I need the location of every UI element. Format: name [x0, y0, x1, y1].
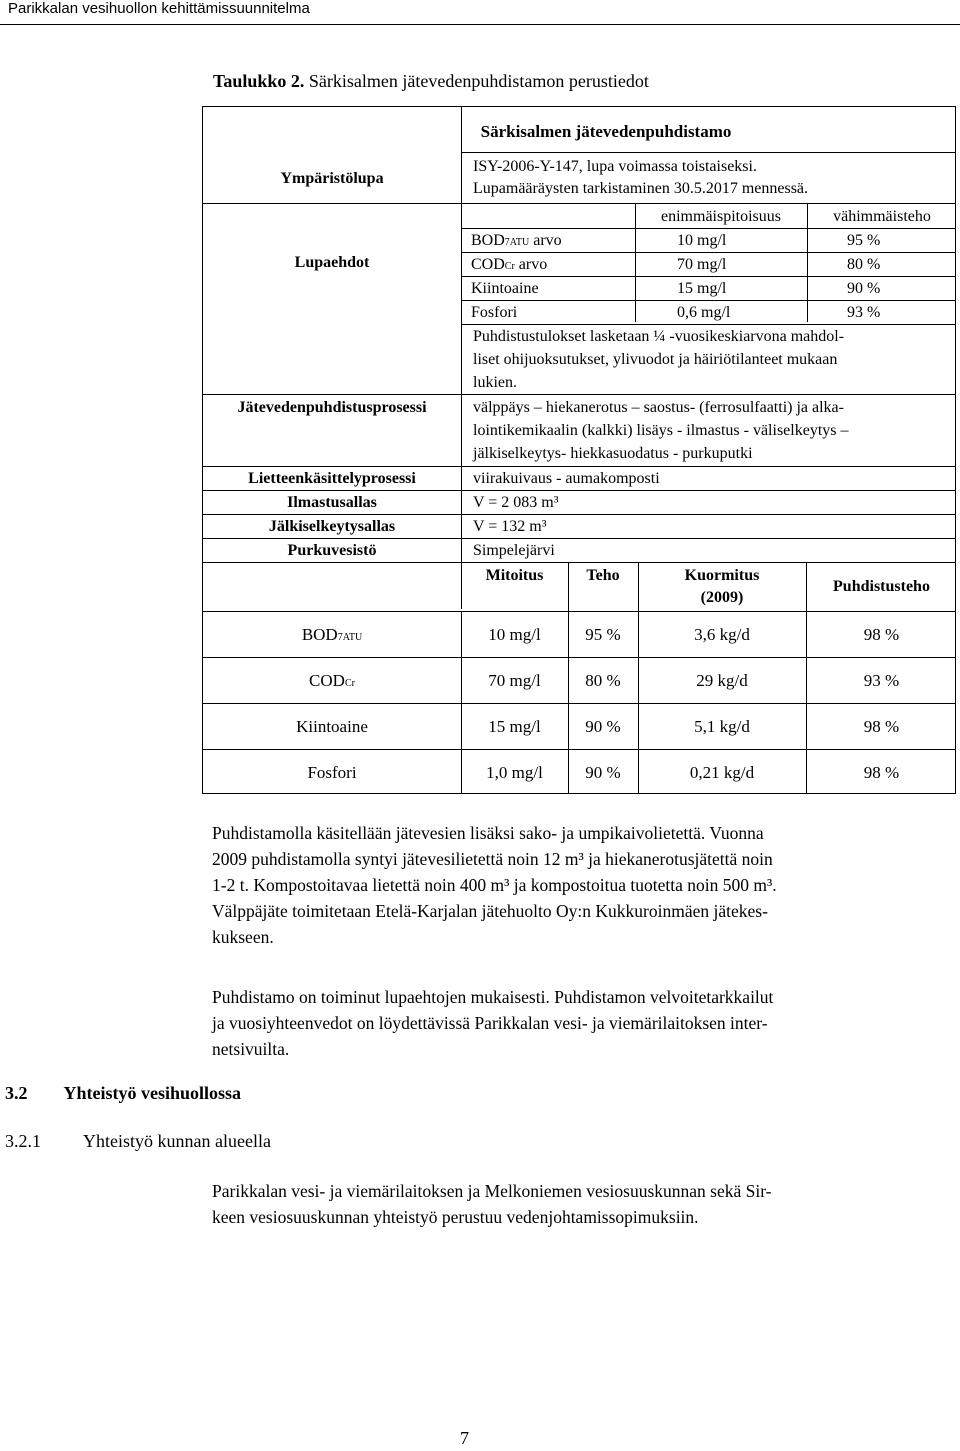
result-puhdistusteho: 98 %	[863, 763, 900, 782]
result-mitoitus: 70 mg/l	[488, 671, 541, 690]
paragraph-line: Puhdistamolla käsitellään jätevesien lisäksi sako- ja umpikaivolietettä. Vuonna	[212, 823, 764, 843]
limit-name: Kiintoaine	[471, 280, 539, 297]
result-puhdistusteho: 93 %	[863, 671, 900, 690]
label-purku: Purkuvesistö	[287, 542, 377, 559]
limit-conc: 0,6 mg/l	[677, 304, 731, 321]
limit-eff: 93 %	[847, 304, 881, 321]
value-ilmastus: V = 2 083 m³	[473, 494, 559, 511]
results-header-kuormitus: Kuormitus	[684, 567, 760, 584]
permit-note-1: Puhdistustulokset lasketaan ¼ -vuosikeskiarvona mahdol-	[473, 328, 845, 345]
col-vahimmaisteho: vähimmäisteho	[833, 208, 931, 225]
permit-note-3: lukien.	[473, 374, 517, 391]
paragraph-permit-compliance	[212, 984, 932, 1062]
limit-name: BOD7ATU arvo	[471, 232, 562, 249]
value-purku: Simpelejärvi	[473, 542, 555, 559]
subtable-divider	[461, 324, 955, 325]
section-number: 3.2	[5, 1083, 28, 1103]
subtable-divider	[461, 228, 955, 229]
result-name: Kiintoaine	[296, 717, 368, 736]
limit-name: Fosfori	[471, 304, 518, 321]
limit-eff: 90 %	[847, 280, 881, 297]
limit-conc: 15 mg/l	[677, 280, 727, 297]
limit-eff: 80 %	[847, 256, 881, 273]
header-rule	[0, 24, 960, 25]
caption-label: Taulukko 2.	[213, 71, 305, 91]
result-teho: 80 %	[585, 671, 621, 690]
label-jalki: Jälkiselkeytysallas	[268, 518, 396, 535]
row-divider	[203, 203, 955, 204]
running-header: Parikkalan vesihuollon kehittämissuunnitelma	[8, 0, 310, 17]
paragraph-line: Puhdistamo on toiminut lupaehtojen mukaisesti. Puhdistamon velvoitetarkkailut	[212, 987, 774, 1007]
table-caption	[213, 71, 649, 92]
paragraph-line: Parikkalan vesi- ja viemärilaitoksen ja Melkoniemen vesiosuuskunnan sekä Sir-	[212, 1181, 772, 1201]
label-prosessi: Jätevedenpuhdistusprosessi	[237, 399, 427, 416]
process-line-2: lointikemikaalin (kalkki) lisäys - ilmastus - väliselkeytys –	[473, 422, 849, 439]
caption-text: Särkisalmen jätevedenpuhdistamon perustiedot	[304, 71, 649, 91]
col-enimmaispitoisuus: enimmäispitoisuus	[661, 208, 781, 225]
paragraph-line: ja vuosiyhteenvedot on löydettävissä Parikkalan vesi- ja viemärilaitoksen inter-	[212, 1013, 768, 1033]
label-ymparistolupa: Ympäristölupa	[280, 170, 384, 187]
row-divider	[203, 562, 955, 563]
label-lupaehdot: Lupaehdot	[294, 254, 370, 271]
label-liete: Lietteenkäsittelyprosessi	[248, 470, 416, 487]
limit-name: CODCr arvo	[471, 256, 548, 273]
result-puhdistusteho: 98 %	[863, 625, 900, 644]
basic-data-table	[202, 106, 956, 794]
section-heading-3-2-1	[5, 1131, 271, 1152]
paragraph-sludge	[212, 820, 932, 950]
result-kuormitus: 0,21 kg/d	[689, 763, 755, 782]
table-heading: Särkisalmen jätevedenpuhdistamo	[480, 122, 732, 141]
results-header-teho: Teho	[586, 567, 620, 584]
value-liete: viirakuivaus - aumakomposti	[473, 470, 660, 487]
paragraph-line: kukseen.	[212, 927, 274, 947]
paragraph-line: Välppäjäte toimitetaan Etelä-Karjalan jätehuolto Oy:n Kukkuroinmäen jätekes-	[212, 901, 768, 921]
results-header-kuormitus-year: (2009)	[700, 589, 744, 606]
permit-line-1: ISY-2006-Y-147, lupa voimassa toistaiseksi.	[473, 158, 757, 175]
value-jalki: V = 132 m³	[473, 518, 547, 535]
result-puhdistusteho: 98 %	[863, 717, 900, 736]
row-divider	[203, 490, 955, 491]
permit-line-2: Lupamääräysten tarkistaminen 30.5.2017 mennessä.	[473, 180, 809, 197]
result-teho: 95 %	[585, 625, 621, 644]
section-heading-3-2	[5, 1083, 241, 1104]
row-divider	[461, 152, 955, 153]
process-line-1: välppäys – hiekanerotus – saostus- (ferrosulfaatti) ja alka-	[473, 399, 844, 416]
paragraph-line: netsivuilta.	[212, 1039, 290, 1059]
paragraph-line: 2009 puhdistamolla syntyi jätevesilietettä noin 12 m³ ja hiekanerotusjätettä noin	[212, 849, 773, 869]
result-kuormitus: 5,1 kg/d	[694, 717, 750, 736]
result-mitoitus: 1,0 mg/l	[486, 763, 543, 782]
section-title: Yhteistyö vesihuollossa	[63, 1083, 242, 1103]
row-divider	[203, 538, 955, 539]
permit-note-2: liset ohijuoksutukset, ylivuodot ja häiriötilanteet mukaan	[473, 351, 838, 368]
results-header-mitoitus: Mitoitus	[485, 567, 544, 584]
limit-conc: 70 mg/l	[677, 256, 727, 273]
label-ilmastus: Ilmastusallas	[287, 494, 377, 511]
paragraph-line: keen vesiosuuskunnan yhteistyö perustuu vedenjohtamissopimuksiin.	[212, 1207, 699, 1227]
limit-eff: 95 %	[847, 232, 881, 249]
section-number: 3.2.1	[5, 1131, 41, 1151]
section-title: Yhteistyö kunnan alueella	[83, 1131, 271, 1151]
paragraph-line: 1-2 t. Kompostoitavaa lietettä noin 400 m³ ja kompostoitua tuotetta noin 500 m³.	[212, 875, 777, 895]
result-kuormitus: 29 kg/d	[696, 671, 748, 690]
row-divider	[203, 514, 955, 515]
row-divider	[203, 466, 955, 467]
page-number: 7	[460, 1428, 469, 1448]
result-mitoitus: 10 mg/l	[488, 625, 541, 644]
result-teho: 90 %	[585, 763, 621, 782]
result-teho: 90 %	[585, 717, 621, 736]
column-divider	[461, 107, 462, 609]
result-kuormitus: 3,6 kg/d	[694, 625, 750, 644]
result-name: CODCr	[309, 671, 355, 690]
row-divider	[203, 657, 955, 658]
result-mitoitus: 15 mg/l	[488, 717, 541, 736]
result-name: BOD7ATU	[301, 625, 363, 644]
row-divider	[203, 749, 955, 750]
row-divider	[203, 703, 955, 704]
paragraph-cooperation	[212, 1178, 932, 1230]
limit-conc: 10 mg/l	[677, 232, 727, 249]
subtable-divider	[461, 300, 955, 301]
row-divider	[203, 611, 955, 612]
process-line-3: jälkiselkeytys- hiekkasuodatus - purkuputki	[473, 445, 753, 462]
row-divider	[203, 394, 955, 395]
results-header-puhdistusteho: Puhdistusteho	[833, 578, 930, 595]
result-name: Fosfori	[307, 763, 357, 782]
